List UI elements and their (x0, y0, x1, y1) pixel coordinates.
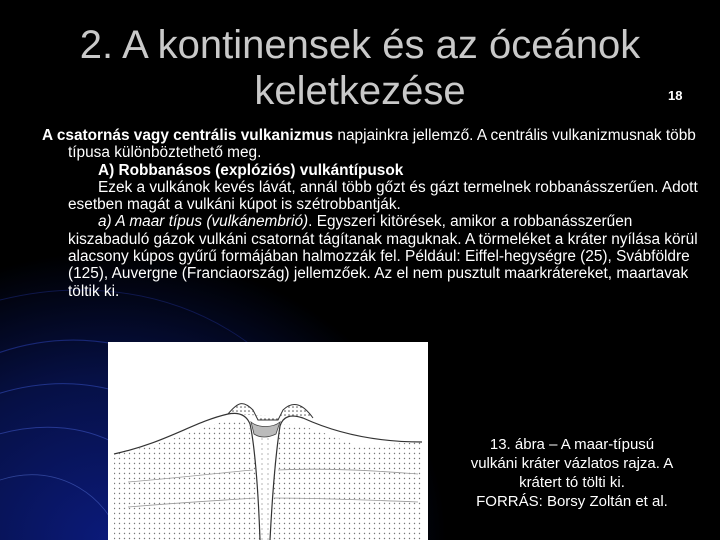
paragraph-maar (42, 213, 702, 299)
body-text (42, 127, 702, 300)
caption-line-3: krátert tó tölti ki. (519, 474, 625, 491)
slide-number: 18 (668, 88, 683, 103)
paragraph-explosive: Ezek a vulkánok kevés lávát, annál több gőzt és gázt termelnek robbanásszerűen. Adott esetben magát a vulkáni kúpot is szétrobbantják. (68, 178, 698, 214)
maar-type-italic: a) A maar típus (vulkánembrió) (98, 213, 309, 231)
maar-type-rest: . Egyszeri kitörések, amikor a robbanásszerűen kiszabaduló gázok vulkáni csatornát tágítanak maguknak. A törmeléket a kráter nyílása körül alacsony kúpos gyűrű formájában halmozzák fel. Például: Eiffel-hegységre (25), Svábföldre (125), Auvergne (Franciaország) jellemzőek. Az el nem pusztult maarkrátereket, maartavak töltik ki. (68, 213, 698, 300)
maar-crater-figure (108, 342, 428, 540)
slide-title (0, 22, 720, 114)
intro-rest: napjainkra jellemző. A centrális vulkanizmusnak több típusa különböztethető meg. (68, 127, 696, 162)
caption-line-4: FORRÁS: Borsy Zoltán et al. (476, 493, 668, 510)
maar-crater-drawing (108, 342, 428, 540)
slide-title-line1: 2. A kontinensek és az óceánok (79, 23, 641, 67)
caption-line-1: 13. ábra – A maar-típusú (489, 436, 655, 453)
slide-title-line2: keletkezése (254, 69, 466, 113)
section-heading: A) Robbanásos (explóziós) vulkántípusok (98, 161, 404, 179)
intro-bold-term: A csatornás vagy centrális vulkanizmus (42, 127, 334, 144)
caption-line-2: vulkáni kráter vázlatos rajza. A (470, 455, 674, 472)
figure-caption (448, 435, 696, 511)
paragraph-intro (42, 127, 702, 162)
